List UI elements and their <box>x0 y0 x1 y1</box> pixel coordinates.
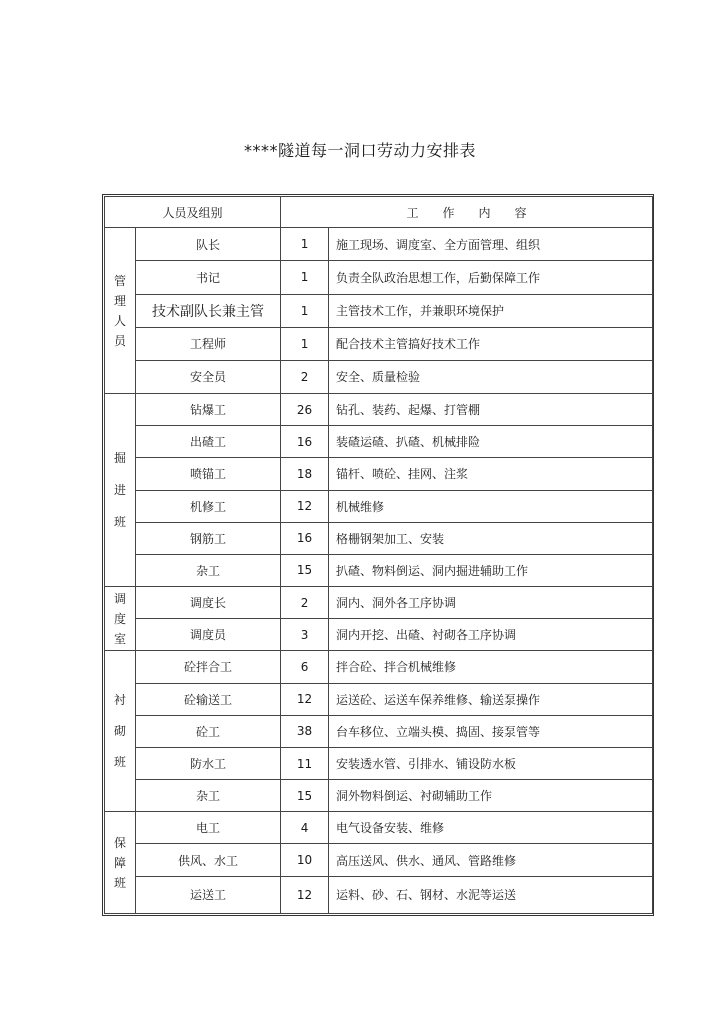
group-char: 人 <box>113 313 126 328</box>
work-cell: 锚杆、喷砼、挂网、注浆 <box>329 458 653 490</box>
work-cell: 机械维修 <box>329 490 653 522</box>
group-char: 保 <box>113 835 126 850</box>
group-char: 进 <box>113 483 126 498</box>
table-row <box>105 228 653 261</box>
group-char: 管 <box>113 273 126 288</box>
table-row <box>105 747 653 779</box>
table-header-row <box>105 197 653 228</box>
work-cell: 钻孔、装药、起爆、打管棚 <box>329 394 653 426</box>
group-char: 障 <box>113 855 126 870</box>
work-cell: 主管技术工作，并兼职环境保护 <box>329 294 653 327</box>
table-row <box>105 327 653 360</box>
work-cell: 运送砼、运送车保养维修、输送泵操作 <box>329 683 653 715</box>
count-cell: 12 <box>281 876 329 913</box>
role-cell: 砼输送工 <box>136 683 281 715</box>
role-cell: 调度长 <box>136 587 281 619</box>
count-cell: 1 <box>281 228 329 261</box>
role-cell: 防水工 <box>136 747 281 779</box>
count-cell: 3 <box>281 619 329 651</box>
group-char: 度 <box>113 611 126 626</box>
count-cell: 15 <box>281 554 329 586</box>
count-cell: 12 <box>281 490 329 522</box>
count-cell: 12 <box>281 683 329 715</box>
role-cell: 供风、水工 <box>136 844 281 876</box>
work-cell: 负责全队政治思想工作，后勤保障工作 <box>329 261 653 294</box>
count-cell: 16 <box>281 426 329 458</box>
count-cell: 2 <box>281 587 329 619</box>
role-cell: 书记 <box>136 261 281 294</box>
work-cell: 电气设备安装、维修 <box>329 812 653 844</box>
count-cell: 1 <box>281 294 329 327</box>
count-cell: 6 <box>281 651 329 683</box>
work-cell: 运料、砂、石、钢材、水泥等运送 <box>329 876 653 913</box>
group-label <box>105 394 136 587</box>
role-cell: 安全员 <box>136 360 281 393</box>
role-cell: 钢筋工 <box>136 522 281 554</box>
header-personnel: 人员及组别 <box>105 197 281 228</box>
work-cell: 安全、质量检验 <box>329 360 653 393</box>
role-cell: 砼工 <box>136 715 281 747</box>
table-row <box>105 587 653 619</box>
work-cell: 配合技术主管搞好技术工作 <box>329 327 653 360</box>
header-work: 工作内容 <box>281 197 653 228</box>
role-cell: 出碴工 <box>136 426 281 458</box>
table-row <box>105 619 653 651</box>
group-char: 班 <box>113 875 126 890</box>
role-cell: 喷锚工 <box>136 458 281 490</box>
role-cell: 机修工 <box>136 490 281 522</box>
work-cell: 洞内开挖、出碴、衬砌各工序协调 <box>329 619 653 651</box>
table-row <box>105 426 653 458</box>
role-cell: 钻爆工 <box>136 394 281 426</box>
table-row <box>105 715 653 747</box>
group-label <box>105 812 136 914</box>
role-cell: 工程师 <box>136 327 281 360</box>
group-char: 理 <box>113 293 126 308</box>
work-cell: 台车移位、立端头模、捣固、接泵管等 <box>329 715 653 747</box>
work-cell: 格栅钢架加工、安装 <box>329 522 653 554</box>
table-row <box>105 360 653 393</box>
count-cell: 38 <box>281 715 329 747</box>
role-cell: 调度员 <box>136 619 281 651</box>
group-label <box>105 587 136 651</box>
role-cell: 砼拌合工 <box>136 651 281 683</box>
work-cell: 拌合砼、拌合机械维修 <box>329 651 653 683</box>
table-row <box>105 780 653 812</box>
count-cell: 1 <box>281 261 329 294</box>
group-char: 员 <box>113 333 126 348</box>
count-cell: 18 <box>281 458 329 490</box>
group-char: 掘 <box>113 451 126 466</box>
group-char: 室 <box>113 631 126 646</box>
count-cell: 11 <box>281 747 329 779</box>
work-cell: 装碴运碴、扒碴、机械排险 <box>329 426 653 458</box>
table-row <box>105 812 653 844</box>
labor-table <box>104 196 653 914</box>
count-cell: 4 <box>281 812 329 844</box>
group-char: 班 <box>113 515 126 530</box>
count-cell: 26 <box>281 394 329 426</box>
table-row <box>105 683 653 715</box>
role-cell: 技术副队长兼主管 <box>136 294 281 327</box>
table-row <box>105 490 653 522</box>
role-cell: 电工 <box>136 812 281 844</box>
work-cell: 洞外物料倒运、衬砌辅助工作 <box>329 780 653 812</box>
group-label-text <box>114 685 126 778</box>
group-label <box>105 651 136 812</box>
count-cell: 10 <box>281 844 329 876</box>
table-row <box>105 458 653 490</box>
group-char: 砌 <box>113 723 126 738</box>
group-label-text <box>114 271 126 351</box>
role-cell: 队长 <box>136 228 281 261</box>
count-cell: 2 <box>281 360 329 393</box>
table-row <box>105 394 653 426</box>
table-row <box>105 651 653 683</box>
table-row <box>105 261 653 294</box>
work-cell: 洞内、洞外各工序协调 <box>329 587 653 619</box>
count-cell: 16 <box>281 522 329 554</box>
table-row <box>105 522 653 554</box>
count-cell: 1 <box>281 327 329 360</box>
group-label-text <box>114 833 126 893</box>
role-cell: 运送工 <box>136 876 281 913</box>
table-row <box>105 554 653 586</box>
work-cell: 安装透水管、引排水、铺设防水板 <box>329 747 653 779</box>
group-label-text <box>114 442 126 538</box>
group-char: 调 <box>113 591 126 606</box>
role-cell: 杂工 <box>136 554 281 586</box>
table-row <box>105 844 653 876</box>
group-label-text <box>114 589 126 649</box>
work-cell: 高压送风、供水、通风、管路维修 <box>329 844 653 876</box>
page-title: ****隧道每一洞口劳动力安排表 <box>243 141 476 160</box>
work-cell: 施工现场、调度室、全方面管理、组织 <box>329 228 653 261</box>
work-cell: 扒碴、物料倒运、洞内掘进辅助工作 <box>329 554 653 586</box>
table-row <box>105 294 653 327</box>
group-label <box>105 228 136 394</box>
group-char: 班 <box>113 754 126 769</box>
table-row <box>105 876 653 913</box>
group-char: 衬 <box>113 692 126 707</box>
count-cell: 15 <box>281 780 329 812</box>
role-cell: 杂工 <box>136 780 281 812</box>
